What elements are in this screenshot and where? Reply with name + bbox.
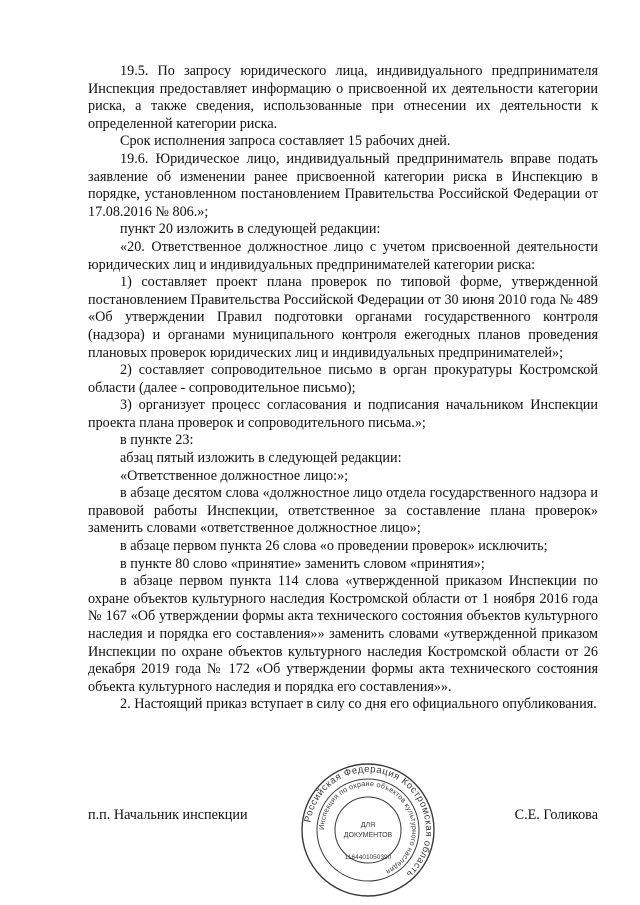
signatory-name: С.Е. Голикова — [514, 807, 598, 823]
paragraph-item-80: в пункте 80 слово «принятие» заменить словом «принятия»; — [120, 555, 485, 572]
signature-block — [88, 805, 598, 825]
paragraph-19-5: 19.5. По запросу юридического лица, индивидуального предпринимателя Инспекция предоставляет информацию о присвоенной их деятельности категории риска, а также сведения, использованные при отнесении их деятельности к определенной категории риска. — [88, 63, 598, 132]
signatory-position: п.п. Начальник инспекции — [88, 807, 248, 823]
paragraph-item-20-intro: пункт 20 изложить в следующей редакции: — [120, 221, 381, 238]
paragraph-item-114: в абзаце первом пункта 114 слова «утвержденной приказом Инспекции по охране объектов культурного наследия Костромской области от 1 ноября 2016 года № 167 «Об утверждении формы акта технического состояния объектов культурного наследия и порядка его составления»» заменить словами «утвержденной приказом Инспекции по охране объектов культурного наследия Костромской области от 26 декабря 2019 года № 172 «Об утверждении формы акта технического состояния объекта культурного наследия и порядка его составления»». — [88, 573, 598, 695]
stamp-center-line1: ДЛЯ — [360, 822, 376, 829]
paragraph-abzac-5: абзац пятый изложить в следующей редакции: — [120, 450, 402, 467]
paragraph-responsible: «Ответственное должностное лицо:»; — [120, 467, 349, 484]
document-body — [88, 63, 598, 714]
stamp-center-line2: ДОКУМЕНТОВ — [343, 832, 393, 839]
paragraph-subitem-3: 3) организует процесс согласования и подписания начальником Инспекции проекта плана проверок и сопроводительного письма.»; — [88, 397, 598, 431]
paragraph-item-26: в абзаце первом пункта 26 слова «о проведении проверок» исключить; — [120, 538, 548, 555]
paragraph-abzac-10: в абзаце десятом слова «должностное лицо отдела государственного надзора и правовой работы Инспекции, ответственное за составление плана проверок» заменить словами «ответственное должностное лицо»; — [88, 485, 598, 537]
stamp-code: 1164401050390 — [344, 854, 392, 861]
paragraph-effective: 2. Настоящий приказ вступает в силу со дня его официального опубликования. — [120, 696, 597, 713]
paragraph-subitem-1: 1) составляет проект плана проверок по типовой форме, утвержденной постановлением Правительства Российской Федерации от 30 июня 2010 года № 489 «Об утверждении Правил подготовки органами государственного контроля (надзора) и органами муниципального контроля ежегодных планов проведения плановых проверок юридических лиц и индивидуальных предпринимателей»; — [88, 274, 598, 361]
official-stamp — [298, 760, 438, 900]
paragraph-item-23: в пункте 23: — [120, 432, 194, 449]
paragraph-19-6: 19.6. Юридическое лицо, индивидуальный предприниматель вправе подать заявление об изменении ранее присвоенной категории риска в Инспекцию в порядке, установленном постановлением Правительства Российской Федерации от 17.08.2016 № 806.»; — [88, 150, 598, 220]
paragraph-subitem-2: 2) составляет сопроводительное письмо в орган прокуратуры Костромской области (далее - сопроводительное письмо); — [88, 362, 598, 396]
paragraph-item-20: «20. Ответственное должностное лицо с учетом присвоенной деятельности юридических лиц и индивидуальных предпринимателей категории риска: — [88, 238, 598, 273]
paragraph-deadline: Срок исполнения запроса составляет 15 рабочих дней. — [120, 133, 451, 150]
stamp-outer-text: Российская Федерация Костромская область — [302, 763, 435, 880]
stamp-inner-text: Инспекция по охране объектов культурного наследия — [316, 778, 420, 877]
